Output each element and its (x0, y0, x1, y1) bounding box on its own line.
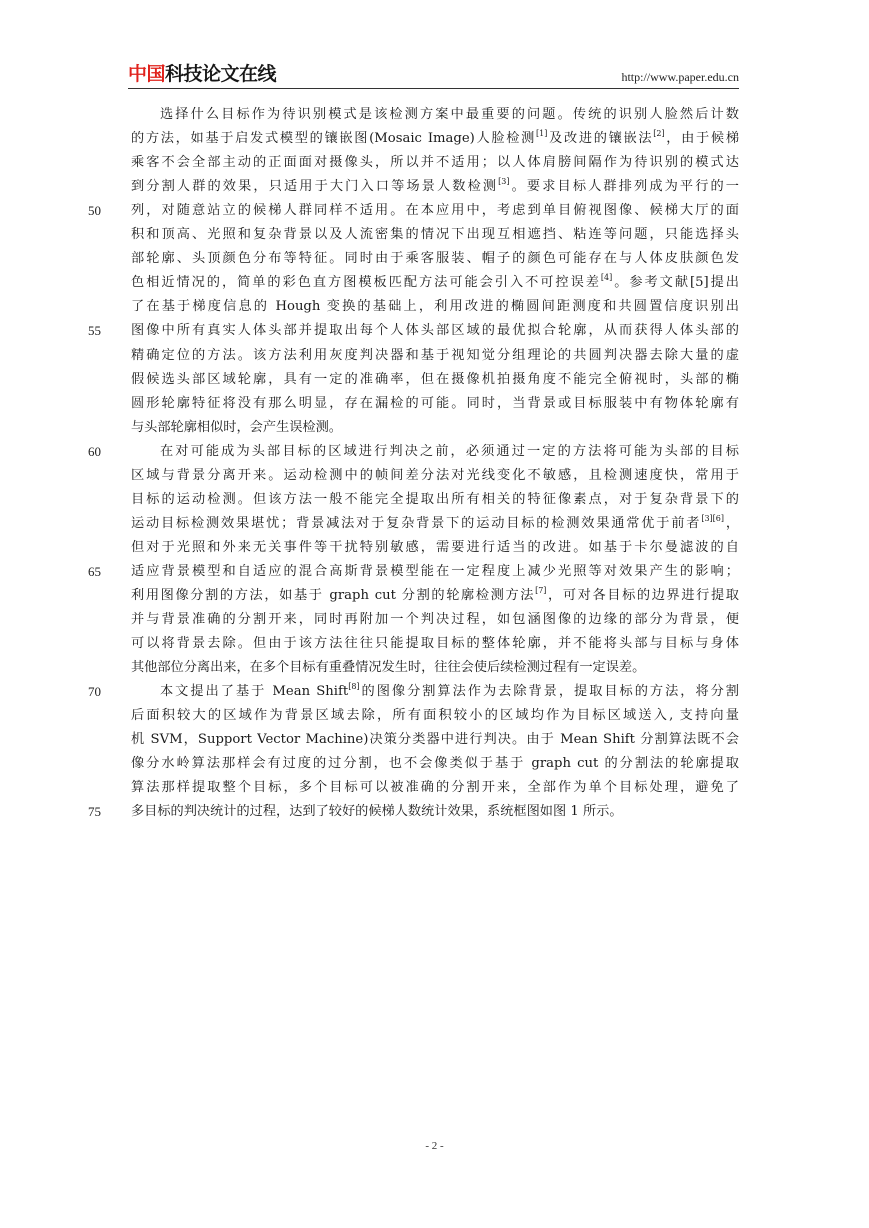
text-line (131, 728, 739, 752)
text-line (131, 680, 739, 704)
text-line (131, 608, 739, 632)
text-line (131, 776, 739, 800)
text-run: 了在基于梯度信息的 Hough 变换的基础上，利用改进的椭圆间距测度和共圆置信度识别出 (131, 299, 739, 315)
text-run: 多目标的判决统计的过程，达到了较好的候梯人数统计效果，系统框图如图 1 所示。 (131, 804, 623, 820)
citation-ref[interactable]: [3] (498, 177, 510, 187)
text-line (131, 632, 739, 656)
citation-ref[interactable]: [2] (653, 129, 665, 139)
line-number: 65 (88, 563, 101, 579)
site-logo (128, 62, 276, 86)
text-line (131, 368, 739, 392)
text-run: 后面积较大的区域作为背景区域去除，所有面积较小的区域均作为目标区域送入, 支持向量 (131, 708, 739, 724)
citation-ref[interactable]: [7] (535, 586, 547, 595)
logo-text-sci-tech-paper-online: 科技论文在线 (165, 63, 277, 85)
text-line (131, 800, 739, 824)
text-run: 。要求目标人群排列成为平行的一 (509, 179, 739, 195)
text-run: 。参考文献[5]提出 (612, 275, 739, 291)
line-number: 75 (88, 804, 101, 820)
text-run: 的图像分割算法作为去除背景，提取目标的方法，将分割 (359, 684, 739, 700)
text-run: ，可对各目标的边界进行提取 (546, 588, 739, 603)
line-number: 50 (88, 203, 101, 219)
text-run: 本文提出了基于 Mean Shift (160, 684, 349, 700)
text-run: 算法那样提取整个目标，多个目标可以被准确的分割开来，全部作为单个目标处理，避免了 (131, 780, 739, 796)
text-run: 图像中所有真实人体头部并提取出每个人体头部区域的最优拟合轮廓，从而获得人体头部的 (131, 323, 739, 339)
page-header (128, 62, 739, 88)
logo-text-china: 中国 (128, 63, 166, 85)
text-line (131, 584, 739, 608)
line-number: 60 (88, 443, 101, 459)
text-line (131, 103, 739, 127)
text-run: 积和顶高、光照和复杂背景以及人流密集的情况下出现互相遮挡、粘连等问题，只能选择头 (131, 227, 739, 243)
text-run: 假候选头部区域轮廓，具有一定的准确率，但在摄像机拍摄角度不能完全俯视时，头部的椭 (131, 371, 739, 387)
text-line (131, 440, 739, 464)
text-run: 利用图像分割的方法，如基于 graph cut 分割的轮廓检测方法 (131, 588, 536, 603)
text-run: 与头部轮廓相似时，会产生误检测。 (131, 419, 342, 435)
citation-ref[interactable]: [1] (536, 129, 548, 139)
text-line (131, 656, 739, 680)
text-run: 并与背景准确的分割开来，同时再附加一个判决过程，如包涵图像的边缘的部分为背景，便 (131, 612, 739, 628)
text-run: ，由于候梯 (664, 131, 740, 147)
citation-ref[interactable]: [3][6] (701, 513, 724, 523)
text-line (131, 247, 739, 271)
text-run: 选择什么目标作为待识别模式是该检测方案中最重要的问题。传统的识别人脸然后计数 (160, 107, 739, 122)
text-run: 列，对随意站立的候梯人群同样不适用。在本应用中，考虑到单目俯视图像、候梯大厅的面 (131, 203, 739, 219)
text-line (131, 536, 739, 560)
text-run: 精确定位的方法。该方法利用灰度判决器和基于视知觉分组理论的共圆判决器去除大量的虚 (131, 347, 739, 363)
text-line (131, 488, 739, 512)
text-line (131, 416, 739, 440)
text-run: 乘客不会全部主动的正面面对摄像头，所以并不适用；以人体肩膀间隔作为待识别的模式达 (131, 155, 739, 171)
text-run: 及改进的镶嵌法 (547, 131, 654, 147)
text-line (131, 127, 739, 151)
citation-ref[interactable]: [8] (348, 682, 360, 692)
text-line (131, 175, 739, 199)
citation-ref[interactable]: [4] (600, 273, 613, 283)
text-run: 圆形轮廓特征将没有那么明显，存在漏检的可能。同时，当背景或目标服装中有物体轮廓有 (131, 395, 739, 411)
text-line (131, 344, 739, 368)
text-line (131, 704, 739, 728)
text-run: 适应背景模型和自适应的混合高斯背景模型能在一定程度上减少光照等对效果产生的影响； (131, 563, 739, 579)
text-run: 色相近情况的，简单的彩色直方图模板匹配方法可能会引入不可控误差 (131, 275, 601, 291)
header-url[interactable]: http://www.paper.edu.cn (621, 70, 739, 84)
text-line (131, 295, 739, 319)
text-run: 到分割人群的效果，只适用于大门入口等场景人数检测 (131, 179, 499, 195)
text-run: 像分水岭算法那样会有过度的过分割，也不会像类似于基于 graph cut 的分割法的轮廓提取 (131, 756, 739, 772)
text-line (131, 223, 739, 247)
text-line (131, 560, 739, 584)
text-line (131, 752, 739, 776)
text-run: 部轮廓、头顶颜色分布等特征。同时由于乘客服装、帽子的颜色可能存在与人体皮肤颜色发 (131, 251, 739, 267)
page-number: - 2 - (425, 1140, 444, 1152)
text-run: 的方法，如基于启发式模型的镶嵌图(Mosaic Image)人脸检测 (131, 131, 537, 147)
text-line (131, 199, 739, 223)
text-run: 机 SVM，Support Vector Machine)决策分类器中进行判决。由于 Mean Shift 分割算法既不会 (131, 732, 739, 748)
text-run: 其他部位分离出来，在多个目标有重叠情况发生时，往往会使后续检测过程有一定误差。 (131, 660, 646, 676)
text-line (131, 512, 739, 536)
text-line (131, 319, 739, 343)
header-rule (128, 88, 739, 89)
text-line (131, 151, 739, 175)
text-run: 区域与背景分离开来。运动检测中的帧间差分法对光线变化不敏感，且检测速度快，常用于 (131, 467, 739, 483)
line-number: 70 (88, 684, 101, 700)
text-run: 目标的运动检测。但该方法一般不能完全提取出所有相关的特征像素点，对于复杂背景下的 (131, 491, 739, 507)
line-number: 55 (88, 323, 101, 339)
text-line (131, 271, 739, 295)
text-run: 可以将背景去除。但由于该方法往往只能提取目标的整体轮廓，并不能将头部与目标与身体 (131, 636, 739, 652)
text-run: 但对于光照和外来无关事件等干扰特别敏感，需要进行适当的改进。如基于卡尔曼滤波的自 (131, 539, 739, 555)
text-line (131, 464, 739, 488)
text-run: ， (724, 515, 740, 531)
text-run: 在对可能成为头部目标的区域进行判决之前，必须通过一定的方法将可能为头部的目标 (160, 443, 739, 459)
text-run: 运动目标检测效果堪忧；背景减法对于复杂背景下的运动目标的检测效果通常优于前者 (131, 515, 702, 531)
text-line (131, 392, 739, 416)
